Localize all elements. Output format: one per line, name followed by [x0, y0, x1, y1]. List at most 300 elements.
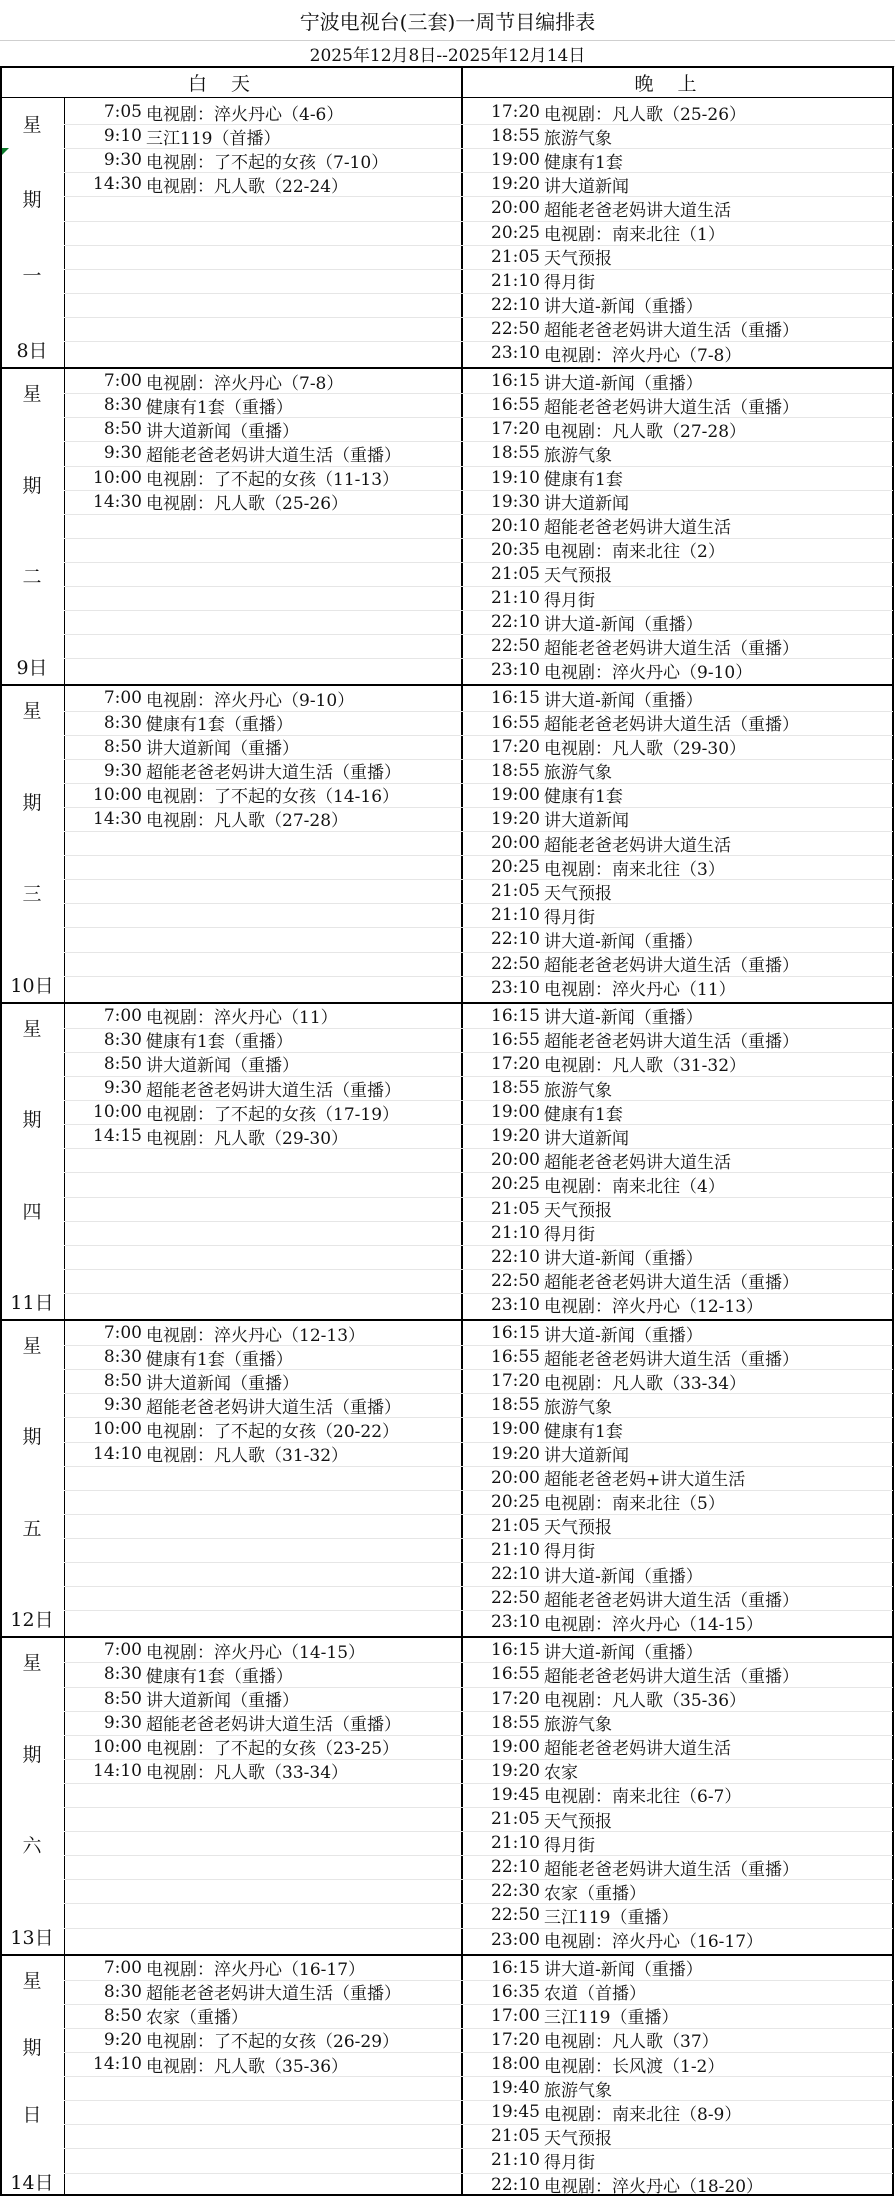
day-program-row — [64, 1759, 348, 1783]
day-label-char: 期 — [22, 1109, 42, 1132]
program-time: 21:05 — [491, 2126, 540, 2147]
program-title: 旅游气象 — [544, 445, 612, 466]
program-title: 讲大道-新闻（重播） — [544, 1325, 703, 1346]
program-title: 电视剧：凡人歌（35-36） — [146, 2056, 349, 2077]
night-program-row — [462, 317, 799, 341]
program-time: 16:15 — [491, 1957, 540, 1978]
program-time: 22:10 — [491, 294, 540, 315]
program-title: 农家（重播） — [544, 1883, 646, 1904]
day-label — [0, 1331, 64, 1632]
program-title: 农家（重播） — [146, 2008, 248, 2029]
date-range: 2025年12月8日--2025年12月14日 — [0, 40, 895, 67]
night-program-row — [462, 369, 703, 393]
night-program-row — [462, 1490, 725, 1514]
program-time: 7:05 — [103, 102, 142, 122]
program-time: 22:10 — [491, 2174, 540, 2195]
program-title: 电视剧：南来北往（5） — [544, 1494, 725, 1515]
day-label-char: 期 — [22, 189, 42, 212]
day-program-row — [64, 417, 299, 441]
program-time: 9:30 — [103, 1395, 142, 1416]
program-time: 20:25 — [491, 222, 540, 243]
day-program-row — [64, 172, 348, 196]
program-title: 讲大道-新闻（重播） — [544, 1960, 703, 1981]
day-program-row — [64, 100, 343, 124]
program-title: 讲大道新闻 — [544, 1128, 629, 1149]
program-time: 14:10 — [93, 1443, 142, 1464]
day-program-row — [64, 1028, 293, 1052]
night-program-row — [462, 831, 731, 855]
program-title: 电视剧：了不起的女孩（26-29） — [146, 2032, 400, 2053]
program-title: 电视剧：淬火丹心（12-13） — [146, 1325, 366, 1346]
program-time: 22:50 — [491, 1270, 540, 1291]
program-time: 23:10 — [491, 977, 540, 998]
day-label-char: 8日 — [16, 340, 48, 363]
program-time: 22:30 — [491, 1881, 540, 1902]
program-time: 8:50 — [103, 1688, 142, 1709]
program-title: 电视剧：淬火丹心（16-17） — [146, 1960, 366, 1981]
day-label-char: 星 — [22, 114, 42, 136]
day-program-row — [64, 1393, 401, 1417]
program-time: 17:20 — [491, 1688, 540, 1709]
night-program-row — [462, 1004, 703, 1028]
program-time: 19:45 — [491, 1784, 540, 1805]
day-label-char: 11日 — [10, 1291, 54, 1314]
night-program-row — [462, 1345, 799, 1369]
night-program-row — [462, 1638, 703, 1662]
program-time: 17:20 — [491, 102, 540, 122]
day-program-row — [64, 1980, 401, 2004]
program-time: 8:50 — [103, 736, 142, 757]
program-title: 电视剧：淬火丹心（14-15） — [544, 1614, 764, 1635]
day-program-row — [64, 1442, 348, 1466]
program-title: 天气预报 — [544, 2128, 612, 2149]
day-label-char: 10日 — [10, 974, 54, 997]
program-time: 19:00 — [491, 150, 540, 171]
night-program-row — [462, 1076, 612, 1100]
program-title: 超能老爸老妈讲大道生活 — [544, 1739, 731, 1760]
program-title: 超能老爸老妈讲大道生活（重播） — [544, 956, 799, 976]
program-title: 电视剧：淬火丹心（11） — [544, 980, 736, 1001]
night-program-row — [462, 1393, 612, 1417]
night-program-row — [462, 952, 799, 976]
program-title: 超能老爸老妈讲大道生活 — [544, 1152, 731, 1173]
program-time: 21:05 — [491, 881, 540, 902]
night-program-row — [462, 634, 799, 658]
program-time: 16:15 — [491, 371, 540, 392]
program-title: 电视剧：凡人歌（31-32） — [146, 1446, 349, 1466]
night-program-row — [462, 1586, 799, 1610]
program-title: 讲大道-新闻（重播） — [544, 690, 703, 711]
program-title: 超能老爸老妈讲大道生活（重播） — [544, 1273, 799, 1294]
program-time: 19:30 — [491, 491, 540, 512]
day-program-row — [64, 783, 399, 807]
day-label-char: 三 — [22, 883, 42, 906]
night-program-row — [462, 1466, 745, 1490]
program-time: 23:10 — [491, 1294, 540, 1315]
day-program-row — [64, 1124, 348, 1148]
program-time: 8:30 — [103, 1981, 142, 2002]
program-title: 讲大道新闻 — [544, 1446, 629, 1466]
program-title: 健康有1套 — [544, 470, 623, 490]
night-program-row — [462, 1687, 746, 1711]
night-program-row — [462, 245, 612, 269]
night-program-row — [462, 124, 612, 148]
program-title: 电视剧：淬火丹心（9-10） — [544, 662, 753, 683]
program-time: 9:30 — [103, 760, 142, 781]
night-program-row — [462, 466, 623, 490]
program-title: 得月街 — [544, 273, 595, 294]
day-program-row — [64, 1100, 399, 1124]
program-title: 超能老爸老妈讲大道生活（重播） — [544, 1666, 799, 1687]
day-program-row — [64, 807, 348, 831]
program-title: 超能老爸老妈讲大道生活（重播） — [146, 1984, 401, 2005]
program-title: 电视剧：南来北往（1） — [544, 225, 725, 245]
program-title: 超能老爸老妈讲大道生活（重播） — [544, 1032, 799, 1053]
program-time: 18:55 — [491, 1712, 540, 1733]
night-program-row — [462, 1610, 763, 1634]
night-program-row — [462, 1538, 595, 1562]
program-time: 7:00 — [103, 1957, 142, 1978]
program-title: 超能老爸老妈讲大道生活（重播） — [146, 1397, 401, 1418]
program-time: 8:30 — [103, 395, 142, 416]
cell-comment-marker — [2, 148, 9, 155]
night-program-row — [462, 538, 725, 562]
program-title: 超能老爸老妈讲大道生活（重播） — [544, 1349, 799, 1370]
program-title: 天气预报 — [544, 1201, 612, 1221]
program-time: 22:50 — [491, 318, 540, 339]
day-program-row — [64, 1735, 399, 1759]
program-title: 健康有1套（重播） — [146, 715, 293, 735]
night-program-row — [462, 610, 703, 634]
day-program-row — [64, 1638, 365, 1662]
day-program-row — [64, 1369, 299, 1393]
program-title: 电视剧：南来北往（3） — [544, 859, 725, 880]
program-time: 21:05 — [491, 1809, 540, 1829]
program-title: 电视剧：凡人歌（25-26） — [544, 104, 747, 125]
program-title: 健康有1套 — [544, 1104, 623, 1125]
program-time: 20:25 — [491, 1174, 540, 1195]
program-time: 21:05 — [491, 563, 540, 584]
right-border — [892, 66, 894, 2196]
program-time: 16:15 — [491, 1005, 540, 1026]
program-title: 讲大道新闻（重播） — [146, 421, 299, 442]
program-title: 旅游气象 — [544, 1397, 612, 1418]
night-program-row — [462, 879, 612, 903]
program-time: 7:00 — [103, 371, 142, 392]
day-program-row — [64, 1345, 293, 1369]
program-time: 22:10 — [491, 1857, 540, 1878]
night-program-row — [462, 1442, 629, 1466]
day-label — [0, 1648, 64, 1949]
day-program-row — [64, 711, 293, 735]
day-program-row — [64, 759, 401, 783]
night-program-row — [462, 221, 725, 245]
program-title: 健康有1套（重播） — [146, 1349, 293, 1370]
program-time: 9:30 — [103, 1078, 142, 1098]
program-time: 22:50 — [491, 953, 540, 974]
program-time: 7:00 — [103, 1323, 142, 1343]
program-title: 讲大道-新闻（重播） — [544, 373, 703, 394]
program-title: 电视剧：南来北往（4） — [544, 1176, 725, 1197]
day-program-row — [64, 1711, 401, 1735]
program-title: 健康有1套（重播） — [146, 1032, 293, 1053]
program-time: 10:00 — [93, 1102, 142, 1123]
program-time: 22:10 — [491, 929, 540, 950]
day-label-char: 星 — [22, 1335, 42, 1357]
program-title: 天气预报 — [544, 566, 612, 587]
program-title: 讲大道-新闻（重播） — [544, 1566, 703, 1587]
day-program-row — [64, 2052, 348, 2076]
program-title: 电视剧：了不起的女孩（11-13） — [146, 470, 400, 490]
day-program-row — [64, 2028, 399, 2052]
program-time: 18:55 — [491, 1395, 540, 1416]
night-program-row — [462, 1293, 763, 1317]
program-time: 21:10 — [491, 2150, 540, 2171]
program-time: 19:20 — [491, 1443, 540, 1464]
program-time: 18:55 — [491, 760, 540, 781]
program-title: 电视剧：淬火丹心（11） — [146, 1008, 338, 1029]
day-label-char: 14日 — [10, 2171, 54, 2194]
night-program-row — [462, 2173, 763, 2197]
program-title: 三江119（首播） — [146, 128, 281, 149]
program-title: 电视剧：了不起的女孩（7-10） — [146, 152, 389, 173]
program-time: 17:00 — [491, 2005, 540, 2026]
day-program-row — [64, 148, 388, 172]
program-title: 健康有1套 — [544, 152, 623, 173]
program-time: 8:30 — [103, 712, 142, 733]
program-title: 讲大道新闻（重播） — [146, 739, 299, 760]
day-label-char: 六 — [22, 1835, 42, 1858]
program-title: 健康有1套 — [544, 787, 623, 808]
day-column-header: 白天 — [0, 66, 462, 98]
program-time: 21:10 — [491, 588, 540, 608]
program-time: 7:00 — [103, 688, 142, 709]
night-program-row — [462, 2076, 612, 2100]
program-title: 超能老爸老妈讲大道生活（重播） — [146, 763, 401, 784]
program-time: 8:30 — [103, 1029, 142, 1050]
program-time: 19:10 — [491, 467, 540, 488]
program-title: 超能老爸老妈讲大道生活（重播） — [544, 397, 799, 418]
program-time: 22:10 — [491, 1564, 540, 1584]
program-title: 超能老爸老妈讲大道生活（重播） — [544, 321, 799, 342]
program-time: 22:10 — [491, 1246, 540, 1267]
night-program-row — [462, 490, 629, 514]
program-time: 14:30 — [93, 808, 142, 829]
program-title: 超能老爸老妈讲大道生活（重播） — [544, 715, 799, 735]
day-program-row — [64, 1956, 365, 1980]
program-title: 电视剧：淬火丹心（12-13） — [544, 1297, 764, 1318]
program-title: 电视剧：凡人歌（37） — [544, 2032, 719, 2053]
schedule-title: 宁波电视台(三套)一周节目编排表 — [0, 0, 895, 41]
program-time: 9:20 — [103, 2029, 142, 2050]
day-program-row — [64, 369, 343, 393]
day-label-char: 一 — [22, 264, 42, 287]
program-time: 20:00 — [491, 833, 540, 853]
day-label-char: 二 — [22, 565, 42, 588]
night-column-header: 晚上 — [462, 66, 893, 98]
program-time: 16:55 — [491, 1029, 540, 1050]
night-program-row — [462, 1783, 741, 1807]
program-time: 21:10 — [491, 905, 540, 926]
day-label — [0, 379, 64, 680]
program-time: 9:30 — [103, 150, 142, 171]
night-program-row — [462, 417, 746, 441]
day-program-row — [64, 1076, 401, 1100]
night-program-row — [462, 393, 799, 417]
program-title: 电视剧：南来北往（2） — [544, 542, 725, 563]
program-title: 电视剧：淬火丹心（14-15） — [146, 1642, 366, 1663]
night-program-row — [462, 1321, 703, 1345]
program-time: 23:00 — [491, 1929, 540, 1950]
night-program-row — [462, 759, 612, 783]
night-program-row — [462, 686, 703, 710]
program-title: 旅游气象 — [544, 2080, 612, 2101]
program-title: 讲大道-新闻（重播） — [544, 1249, 703, 1270]
day-label-char: 星 — [22, 383, 42, 406]
night-program-row — [462, 1052, 746, 1076]
night-program-row — [462, 1662, 799, 1686]
program-time: 17:20 — [491, 736, 540, 757]
night-program-row — [462, 172, 629, 196]
day-program-row — [64, 466, 399, 490]
night-program-row — [462, 1172, 725, 1196]
day-label — [0, 110, 64, 363]
day-label-char: 四 — [22, 1200, 42, 1223]
day-label-char: 期 — [22, 791, 42, 814]
program-time: 16:15 — [491, 1323, 540, 1343]
night-program-row — [462, 341, 741, 365]
program-title: 超能老爸老妈讲大道生活（重播） — [146, 1715, 401, 1736]
program-time: 20:00 — [491, 1150, 540, 1171]
program-time: 20:25 — [491, 857, 540, 878]
night-program-row — [462, 586, 595, 610]
day-label-char: 13日 — [10, 1926, 54, 1949]
day-label-char: 12日 — [10, 1609, 54, 1632]
night-program-row — [462, 1735, 731, 1759]
program-title: 电视剧：淬火丹心（7-8） — [146, 373, 344, 394]
program-title: 电视剧：凡人歌（35-36） — [544, 1691, 747, 1711]
program-time: 16:55 — [491, 712, 540, 733]
day-label — [0, 696, 64, 997]
program-time: 14:30 — [93, 491, 142, 512]
night-program-row — [462, 735, 746, 759]
program-time: 17:20 — [491, 1371, 540, 1392]
program-title: 讲大道-新闻（重播） — [544, 297, 703, 318]
night-program-row — [462, 807, 629, 831]
night-program-row — [462, 514, 731, 538]
program-title: 三江119（重播） — [544, 2008, 679, 2029]
day-program-row — [64, 735, 299, 759]
program-title: 电视剧：淬火丹心（4-6） — [146, 104, 344, 125]
program-time: 21:05 — [491, 1515, 540, 1536]
program-time: 19:00 — [491, 1102, 540, 1123]
night-program-row — [462, 2100, 741, 2124]
program-title: 天气预报 — [544, 249, 612, 270]
program-title: 健康有1套 — [544, 1421, 623, 1442]
program-time: 18:00 — [491, 2054, 540, 2074]
day-program-row — [64, 441, 401, 465]
program-title: 农家 — [544, 1763, 578, 1784]
night-program-row — [462, 1562, 703, 1586]
program-title: 旅游气象 — [544, 1080, 612, 1101]
program-time: 21:05 — [491, 246, 540, 267]
program-time: 17:20 — [491, 2029, 540, 2050]
program-title: 电视剧：凡人歌（27-28） — [544, 421, 747, 442]
program-title: 农道（首播） — [544, 1984, 646, 2005]
program-time: 20:10 — [491, 515, 540, 536]
program-title: 超能老爸老妈+讲大道生活 — [544, 1470, 746, 1491]
program-title: 超能老爸老妈讲大道生活 — [544, 518, 731, 539]
program-time: 19:45 — [491, 2102, 540, 2123]
program-title: 超能老爸老妈讲大道生活（重播） — [544, 1590, 799, 1611]
night-program-row — [462, 1269, 799, 1293]
program-title: 超能老爸老妈讲大道生活 — [544, 200, 731, 221]
program-time: 17:20 — [491, 1053, 540, 1074]
night-program-row — [462, 1245, 703, 1269]
program-time: 16:55 — [491, 1664, 540, 1685]
program-title: 讲大道-新闻（重播） — [544, 931, 703, 952]
program-time: 7:00 — [103, 1005, 142, 1026]
program-title: 讲大道新闻（重播） — [146, 1691, 299, 1711]
program-title: 得月街 — [544, 1835, 595, 1856]
program-time: 14:10 — [93, 1760, 142, 1781]
night-program-row — [462, 562, 612, 586]
day-label-char: 日 — [22, 2104, 42, 2127]
day-label-char: 星 — [22, 1969, 42, 1992]
night-program-row — [462, 711, 799, 735]
day-program-row — [64, 1417, 399, 1441]
program-time: 16:55 — [491, 395, 540, 416]
program-title: 讲大道新闻（重播） — [146, 1056, 299, 1077]
program-time: 22:50 — [491, 1588, 540, 1609]
night-program-row — [462, 2004, 678, 2028]
day-program-row — [64, 1004, 338, 1028]
program-title: 讲大道-新闻（重播） — [544, 1008, 703, 1029]
program-title: 电视剧：凡人歌（33-34） — [544, 1373, 747, 1394]
program-title: 电视剧：凡人歌（27-28） — [146, 811, 349, 832]
night-program-row — [462, 1903, 678, 1927]
night-program-row — [462, 1956, 703, 1980]
program-title: 天气预报 — [544, 1811, 612, 1832]
program-time: 21:05 — [491, 1198, 540, 1219]
program-title: 得月街 — [544, 907, 595, 928]
program-title: 讲大道新闻 — [544, 494, 629, 515]
night-program-row — [462, 441, 612, 465]
program-time: 23:10 — [491, 1612, 540, 1633]
program-time: 8:50 — [103, 2005, 142, 2026]
program-time: 14:10 — [93, 2054, 142, 2074]
night-program-row — [462, 927, 703, 951]
night-program-row — [462, 1369, 746, 1393]
program-time: 19:00 — [491, 784, 540, 805]
program-time: 18:55 — [491, 1078, 540, 1098]
program-time: 17:20 — [491, 419, 540, 440]
night-program-row — [462, 269, 595, 293]
program-title: 电视剧：凡人歌（29-30） — [544, 739, 747, 760]
day-program-row — [64, 1662, 293, 1686]
program-title: 电视剧：了不起的女孩（20-22） — [146, 1421, 400, 1442]
program-time: 8:30 — [103, 1664, 142, 1685]
night-program-row — [462, 1148, 731, 1172]
day-label-char: 星 — [22, 1652, 42, 1675]
program-time: 10:00 — [93, 784, 142, 805]
program-time: 8:30 — [103, 1347, 142, 1368]
program-time: 14:30 — [93, 174, 142, 195]
program-title: 健康有1套（重播） — [146, 397, 293, 418]
program-title: 得月街 — [544, 2152, 595, 2173]
day-program-row — [64, 1687, 299, 1711]
program-time: 19:20 — [491, 808, 540, 829]
